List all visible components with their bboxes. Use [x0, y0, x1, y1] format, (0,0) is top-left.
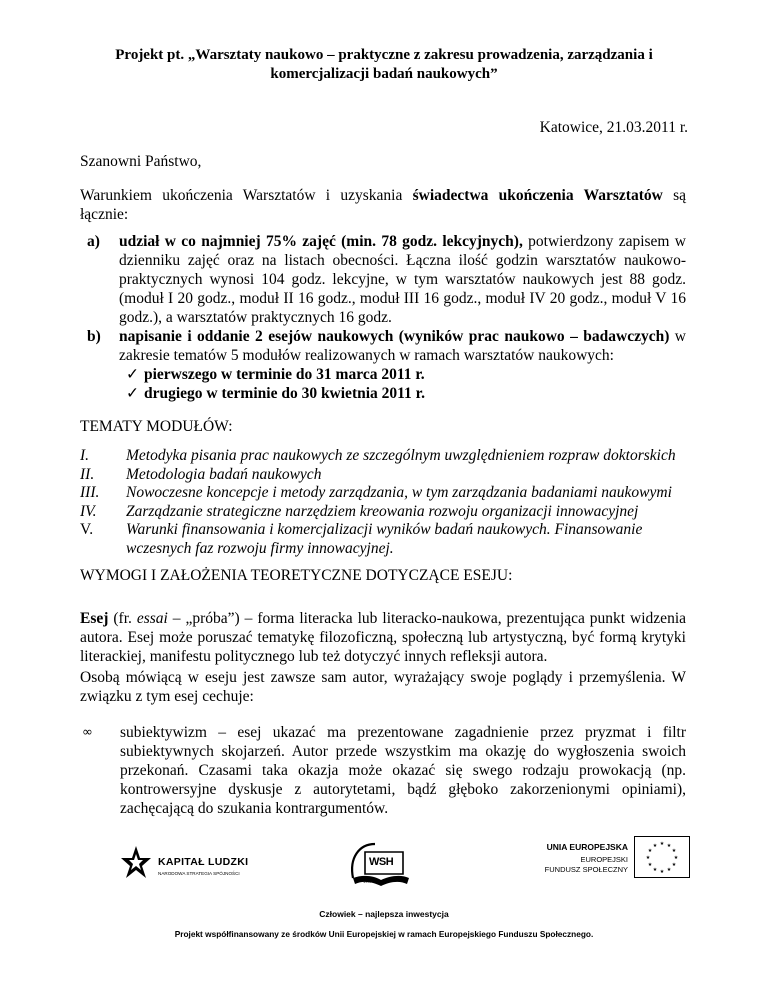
svg-text:★: ★	[647, 862, 653, 868]
svg-text:★: ★	[671, 848, 677, 854]
essay-trait-item	[80, 723, 686, 818]
essay-french: essai	[136, 610, 168, 627]
essay-trait-text: subiektywizm – esej ukazać ma prezentowane zagadnienie przez pryzmat i filtr subiektywnych skojarzeń. Autor przede wszystkim ma okazję do wygłoszenia swoich przekonań. Czasami taka okazja może okazać się swego rodzaju prowokacją (np. kontrowersyjne dyskusje z autorytetami, bądź głęboko zakorzenionymi opiniami), zachęcającą do szukania kontrargumentów.	[120, 724, 686, 817]
requirements-heading: WYMOGI I ZAŁOŻENIA TEORETYCZNE DOTYCZĄCE ESEJU:	[80, 567, 513, 584]
conditions-list	[80, 232, 686, 403]
svg-text:★: ★	[671, 862, 677, 868]
essay-definition	[80, 609, 686, 666]
letter-date: Katowice, 21.03.2011 r.	[539, 119, 688, 136]
deadline-item	[80, 365, 686, 384]
project-title	[60, 46, 708, 84]
conditions-intro-bold: świadectwa ukończenia Warsztatów	[412, 187, 663, 204]
condition-bold: udział w co najmniej 75% zajęć (min. 78 godz. lekcyjnych),	[119, 233, 523, 250]
kapital-ludzki-subtitle: NARODOWA STRATEGIA SPÓJNOŚCI	[158, 871, 240, 876]
essay-def-a: (fr.	[108, 610, 137, 627]
checkmark-icon: ✓	[126, 366, 139, 383]
condition-item	[80, 327, 686, 365]
svg-text:★: ★	[673, 855, 679, 861]
module-title: Zarządzanie strategiczne narzędziem kreowania rozwoju organizacji innowacyjnej	[126, 502, 639, 520]
module-number: I.	[80, 447, 90, 464]
deadlines-list	[80, 365, 686, 403]
deadline-text: pierwszego w terminie do 31 marca 2011 r.	[144, 366, 425, 383]
condition-marker: b)	[87, 328, 101, 345]
title-line-1: Projekt pt. „Warsztaty naukowo – praktyczne z zakresu prowadzenia, zarządzania i	[115, 47, 653, 63]
module-item	[80, 521, 686, 558]
module-number: V.	[80, 521, 94, 538]
eu-fund-line2: FUNDUSZ SPOŁECZNY	[544, 865, 628, 874]
module-number: IV.	[80, 502, 97, 520]
svg-text:★: ★	[659, 841, 665, 847]
module-title: Metodologia badań naukowych	[126, 465, 322, 483]
deadline-text: drugiego w terminie do 30 kwietnia 2011 r.	[144, 385, 426, 402]
svg-text:★: ★	[659, 869, 665, 875]
svg-text:★: ★	[647, 848, 653, 854]
svg-text:★: ★	[666, 867, 672, 873]
infinity-bullet-icon: ∞	[82, 725, 93, 740]
wsh-year: 1997	[363, 879, 372, 884]
module-number: III.	[80, 484, 100, 501]
svg-text:★: ★	[666, 843, 672, 849]
svg-text:★: ★	[652, 843, 658, 849]
module-item	[80, 503, 686, 522]
module-item	[80, 466, 686, 485]
checkmark-icon: ✓	[126, 385, 139, 402]
essay-term: Esej	[80, 610, 109, 627]
wsh-logo	[345, 838, 415, 888]
module-title: Nowoczesne koncepcje i metody zarządzania, w tym zarządzania badaniami naukowymi	[126, 484, 672, 501]
footer-slogan: Człowiek – najlepsza inwestycja	[319, 909, 449, 919]
condition-marker: a)	[87, 233, 100, 250]
essay-def-b: – „próba”) – forma literacka lub literacko-naukowa, prezentująca punkt widzenia autora. Esej może poruszać tematykę filozoficzną, społeczną lub artystyczną, być formą krytyki literackiej, manifestu politycznego lub też dotyczyć innych refleksji autora.	[80, 610, 687, 665]
svg-text:★: ★	[652, 867, 658, 873]
deadlines-wrap	[80, 365, 686, 403]
conditions-intro-pre: Warunkiem ukończenia Warsztatów i uzyskania	[80, 187, 413, 204]
kapital-ludzki-logo	[120, 844, 270, 892]
eu-logo	[500, 836, 690, 888]
modules-heading: TEMATY MODUŁÓW:	[80, 418, 233, 435]
wsh-name: WSH	[369, 856, 394, 868]
svg-text:★: ★	[645, 855, 651, 861]
essay-author-paragraph: Osobą mówiącą w eseju jest zawsze sam autor, wyrażający swoje poglądy i przemyślenia. W związku z tym esej cechuje:	[80, 669, 686, 705]
module-item	[80, 484, 686, 503]
condition-text: w zakresie tematów 5 modułów realizowanych w ramach warsztatów naukowych:	[119, 328, 686, 364]
kapital-ludzki-name: KAPITAŁ LUDZKI	[158, 856, 249, 868]
footer-logos	[0, 832, 768, 892]
deadline-item	[80, 384, 686, 403]
module-title: Metodyka pisania prac naukowych ze szczególnym uwzględnieniem rozpraw doktorskich	[126, 447, 676, 464]
eu-fund-line1: EUROPEJSKI	[580, 855, 628, 864]
module-item	[80, 447, 686, 466]
condition-text: potwierdzony zapisem w dzienniku zajęć oraz na listach obecności. Łączna ilość godzin warsztatów naukowo-praktycznych wynosi 104 godz. lekcyjne, w tym warsztatów naukowych jest 88 godz. (moduł I 20 godz., moduł II 16 godz., moduł III 16 godz., moduł IV 20 godz., moduł V 16 godz.), a warsztatów praktycznych 16 godz.	[119, 233, 686, 326]
title-line-2: komercjalizacji badań naukowych”	[270, 66, 498, 82]
modules-list	[80, 447, 686, 558]
conditions-intro-post: są łącznie:	[80, 187, 686, 223]
eu-name: UNIA EUROPEJSKA	[546, 842, 628, 852]
condition-bold: napisanie i oddanie 2 esejów naukowych (wyników prac naukowo – badawczych)	[119, 328, 670, 345]
condition-item	[80, 232, 686, 327]
footer-cofinance: Projekt współfinansowany ze środków Unii Europejskiej w ramach Europejskiego Funduszu Społecznego.	[174, 929, 594, 939]
module-number: II.	[80, 465, 95, 483]
kapital-ludzki-star-icon	[120, 844, 152, 884]
eu-flag-icon	[634, 836, 690, 878]
module-title: Warunki finansowania i komercjalizacji wyników badań naukowych. Finansowanie wczesnych faz rozwoju firmy innowacyjnej.	[126, 521, 643, 557]
greeting: Szanowni Państwo,	[80, 153, 202, 170]
conditions-intro	[80, 186, 686, 224]
